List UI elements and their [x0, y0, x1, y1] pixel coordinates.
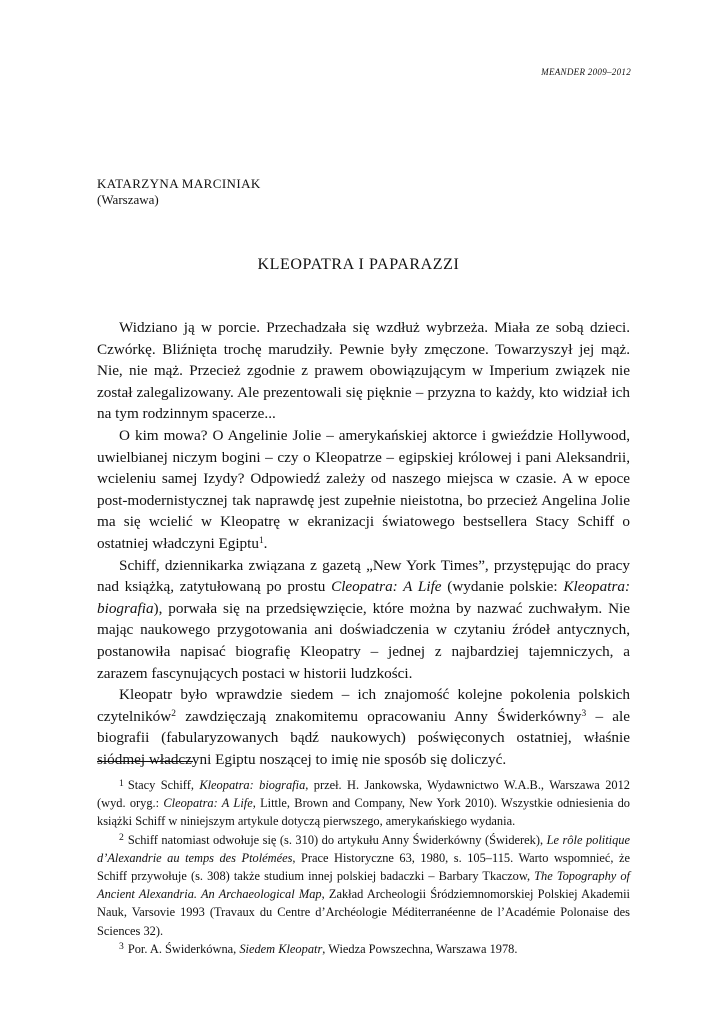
paragraph-text: O kim mowa? O Angelinie Jolie – amerykańskiej aktorce i gwieździe Hollywood, uwielbianej niczym bogini – czy o Kleopatrze – egipskiej królowej i pani Aleksandrii, wcieleniu samej Izydy? Odpowiedź zależy od naszego miejsca w czasie. A w epoce post-modernistycznej tak naprawdę jest zupełnie nieistotna, bo przecież Angelina Jolie ma się wcielić w Kleopatrę w ekranizacji światowego bestsellera Stacy Schiff o ostatniej władczyni Egiptu	[97, 426, 630, 552]
footnote-2	[97, 831, 630, 940]
footnote-text: , Zakład Archeologii Śródziemnomorskiej Polskiej Akademii Nauk, Varsovie 1993 (Travaux du Centre d’Archéologie Méditerranéenne de l’Académie Polonaise des Sciences 32).	[97, 887, 630, 938]
footnote-number: 2	[119, 832, 124, 844]
footnote-ref-3[interactable]: 3	[581, 708, 587, 719]
footnote-1	[97, 776, 630, 831]
footnote-text: , Wiedza Powszechna, Warszawa 1978.	[322, 941, 518, 956]
book-title: Cleopatra: A Life	[331, 578, 442, 596]
article-title-citation: Le rôle politique d’Alexandrie au temps des Ptolémées	[97, 832, 630, 865]
book-title: Kleopatra: biografia	[199, 778, 306, 792]
paragraph-text: Kleopatr było wprawdzie siedem – ich znajomość kolejne pokolenia polskich czytelników	[97, 686, 630, 725]
footnote-rule	[97, 761, 193, 762]
footnote-ref-1[interactable]: 1	[258, 535, 264, 546]
paragraph-text: ), porwała się na przedsięwzięcie, które można by nazwać zuchwałym. Nie mając naukowego przygotowania ani doświadczenia w czytaniu źródeł antycznych, postanowiła napisać biografię Kleopatry – jednej z najbardziej tajemniczych, a zarazem fascynujących postaci w historii ludzkości.	[97, 599, 630, 682]
footnote-number: 3	[119, 941, 124, 953]
author-name: KATARZYNA MARCINIAK	[97, 176, 261, 191]
footnote-text: , przeł. H. Jankowska, Wydawnictwo W.A.B., Warszawa 2012 (wyd. oryg.:	[97, 778, 630, 811]
footnote-text: Stacy Schiff,	[127, 778, 200, 792]
footnote-3	[97, 940, 630, 958]
footnote-ref-2[interactable]: 2	[171, 708, 176, 719]
book-title: Siedem Kleopatr	[239, 941, 323, 956]
paragraph-text: Schiff, dziennikarka związana z gazetą „New York Times”, przystępując do pracy nad książką, zatytułowaną po prostu	[97, 556, 630, 596]
article-title: KLEOPATRA I PAPARAZZI	[257, 256, 460, 273]
footnote-text: Schiff natomiast odwołuje się (s. 310) do artykułu Anny Świderkówny (Świderek),	[127, 832, 547, 847]
author-block	[97, 176, 261, 208]
footnote-text: , Little, Brown and Company, New York 2010). Wszystkie odniesienia do książki Schiff w niniejszym artykule dotyczą pierwszego, amerykańskiego wydania.	[97, 796, 630, 829]
paragraph-text: zawdzięczają znakomitemu opracowaniu Anny Świderkówny	[175, 707, 582, 725]
author-affiliation: (Warszawa)	[97, 192, 159, 207]
running-head: MEANDER 2009–2012	[541, 67, 631, 77]
paragraph-text: (wydanie polskie:	[441, 578, 564, 596]
book-title: Kleopatra: biografia	[97, 578, 631, 617]
paragraph-3	[97, 555, 630, 685]
paragraph-text: Widziano ją w porcie. Przechadzała się wzdłuż wybrzeża. Miała ze sobą dzieci. Czwórkę. Bliźnięta trochę marudziły. Pewnie były zmęczone. Towarzyszył jej mąż. Nie, nie mąż. Przecież zgodnie z prawem obowiązującym w Imperium związek nie został zalegalizowany. Ale prezentowali się pięknie – przyzna to każdy, kto widział ich na tym rodzinnym spacerze...	[97, 319, 630, 423]
footnote-text: , Prace Historyczne 63, 1980, s. 105–115. Warto wspomnieć, że Schiff przywołuje (s. 308) także studium innej polskiej badaczki – Barbary Tkaczow,	[97, 850, 630, 884]
paragraph-text: – ale biografii (fabularyzowanych bądź naukowych) poświęconych ostatniej, właśnie siódmej władczyni Egiptu noszącej to imię nie sposób się doliczyć.	[97, 707, 630, 768]
footnote-text: Por. A. Świderkówna,	[127, 941, 240, 956]
book-title: The Topography of Ancient Alexandria. An Archaeological Map	[97, 869, 630, 902]
paragraph-text: .	[263, 534, 268, 552]
article-body	[97, 317, 630, 770]
footnote-number: 1	[119, 777, 124, 789]
paragraph-4	[97, 684, 630, 770]
book-title: Cleopatra: A Life	[163, 796, 253, 811]
paragraph-1	[97, 317, 630, 425]
footnotes	[97, 776, 630, 958]
paragraph-2	[97, 425, 630, 555]
